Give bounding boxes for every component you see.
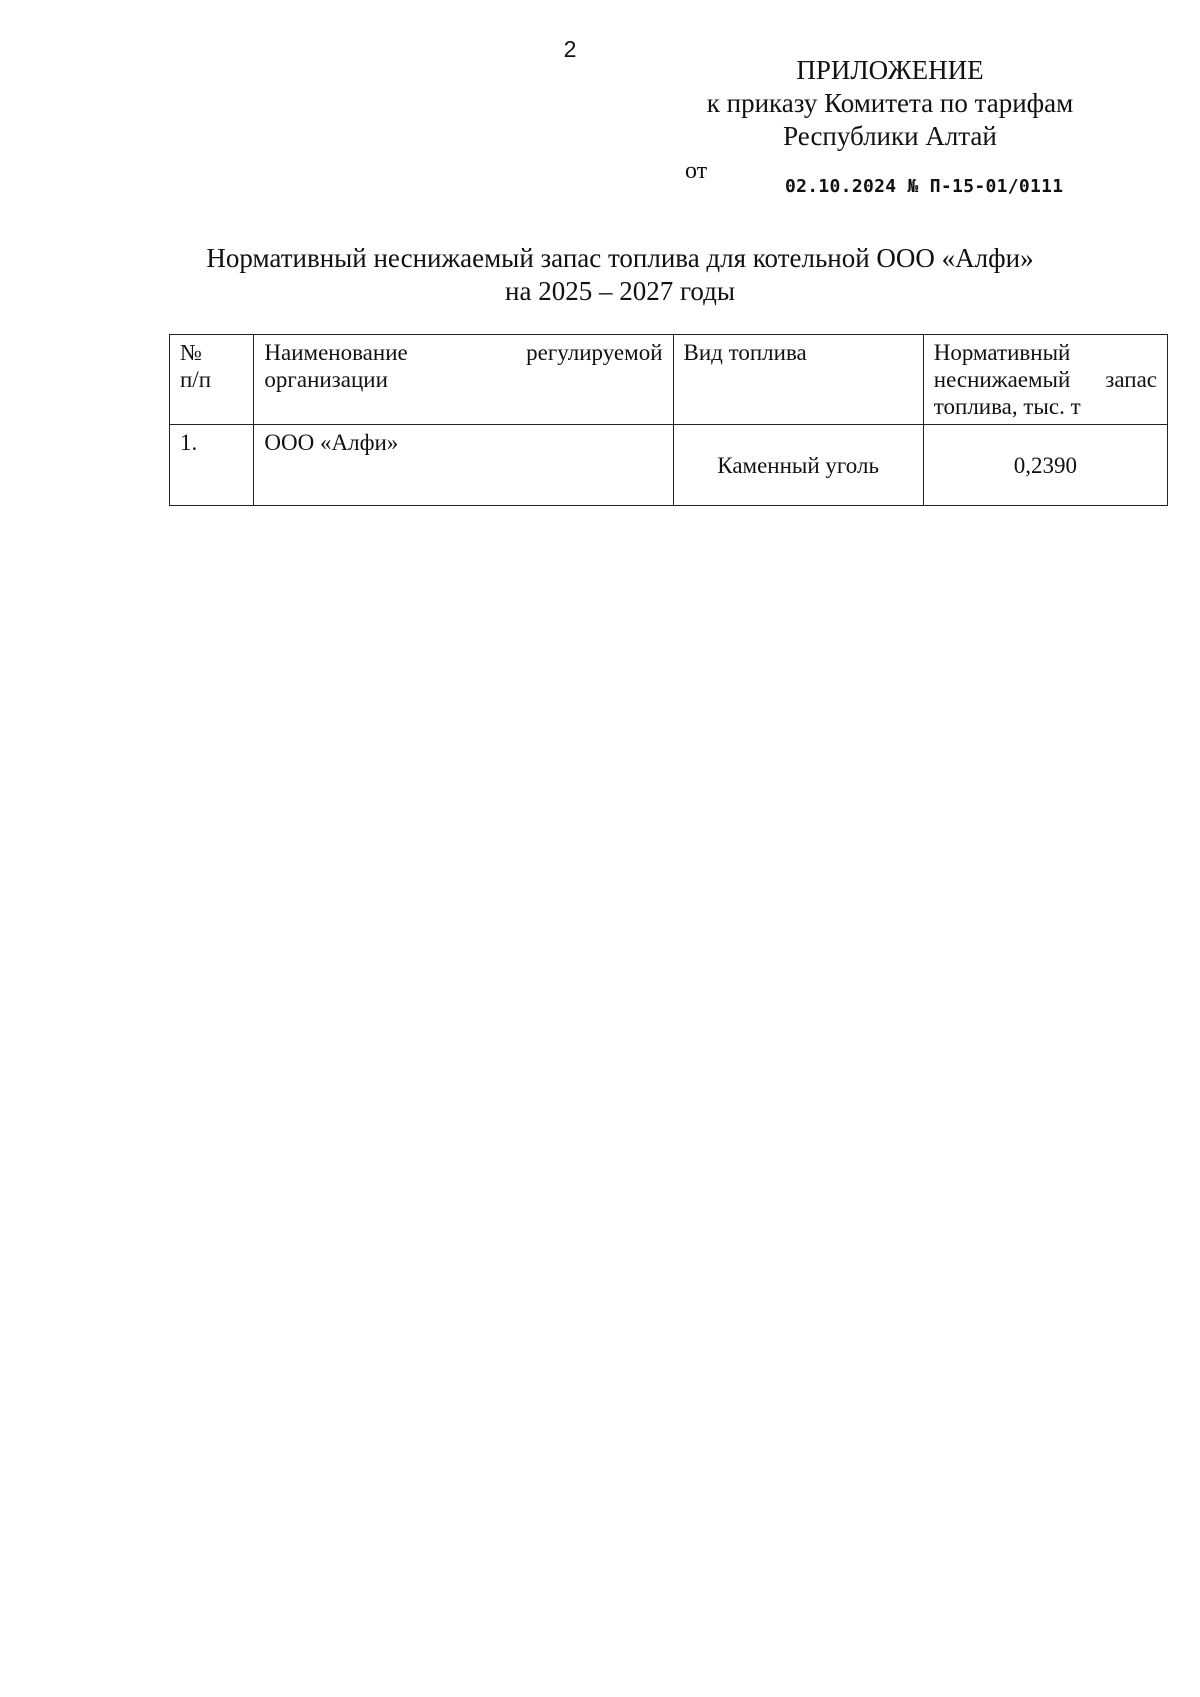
row-reserve-value-cell: 0,2390 xyxy=(923,425,1167,506)
header-number-cell xyxy=(170,335,254,425)
row-organization-cell: ООО «Алфи» xyxy=(254,425,673,506)
header-reserve-line-1: Нормативный xyxy=(933,340,1071,365)
fuel-reserve-table xyxy=(169,334,1168,506)
header-reserve-word-1: неснижаемый xyxy=(933,367,1071,392)
header-reserve-line-3: топлива, тыс. т xyxy=(933,394,1081,419)
document-title xyxy=(180,242,1060,308)
header-organization-word-1: Наименование xyxy=(264,340,408,365)
header-fuel-type-label: Вид топлива xyxy=(683,340,807,365)
table-header-row xyxy=(170,335,1168,425)
header-number-line-2: п/п xyxy=(180,367,212,392)
document-title-line-1: Нормативный неснижаемый запас топлива для котельной ООО «Алфи» xyxy=(206,243,1034,273)
header-organization-cell xyxy=(254,335,673,425)
appendix-header xyxy=(660,54,1120,153)
header-fuel-type-cell xyxy=(673,335,923,425)
header-reserve-line-2 xyxy=(934,366,1157,393)
document-title-line-2: на 2025 – 2027 годы xyxy=(505,276,735,306)
order-date-number-stamp: 02.10.2024 № П-15-01/0111 xyxy=(785,176,1064,197)
header-number-line-1: № xyxy=(180,340,202,365)
appendix-line-1: к приказу Комитета по тарифам xyxy=(706,88,1074,118)
appendix-title: ПРИЛОЖЕНИЕ xyxy=(796,55,984,85)
table-row xyxy=(170,425,1168,506)
page-number: 2 xyxy=(563,36,577,62)
header-reserve-cell xyxy=(923,335,1167,425)
appendix-line-2: Республики Алтай xyxy=(783,121,997,151)
row-number-cell: 1. xyxy=(170,425,254,506)
row-fuel-type-cell: Каменный уголь xyxy=(673,425,923,506)
header-organization-line-1 xyxy=(264,339,662,366)
header-organization-line-2: организации xyxy=(264,367,388,392)
header-organization-word-2: регулируемой xyxy=(526,340,663,365)
order-from-label: от xyxy=(685,158,708,184)
header-reserve-word-2: запас xyxy=(1105,367,1157,392)
